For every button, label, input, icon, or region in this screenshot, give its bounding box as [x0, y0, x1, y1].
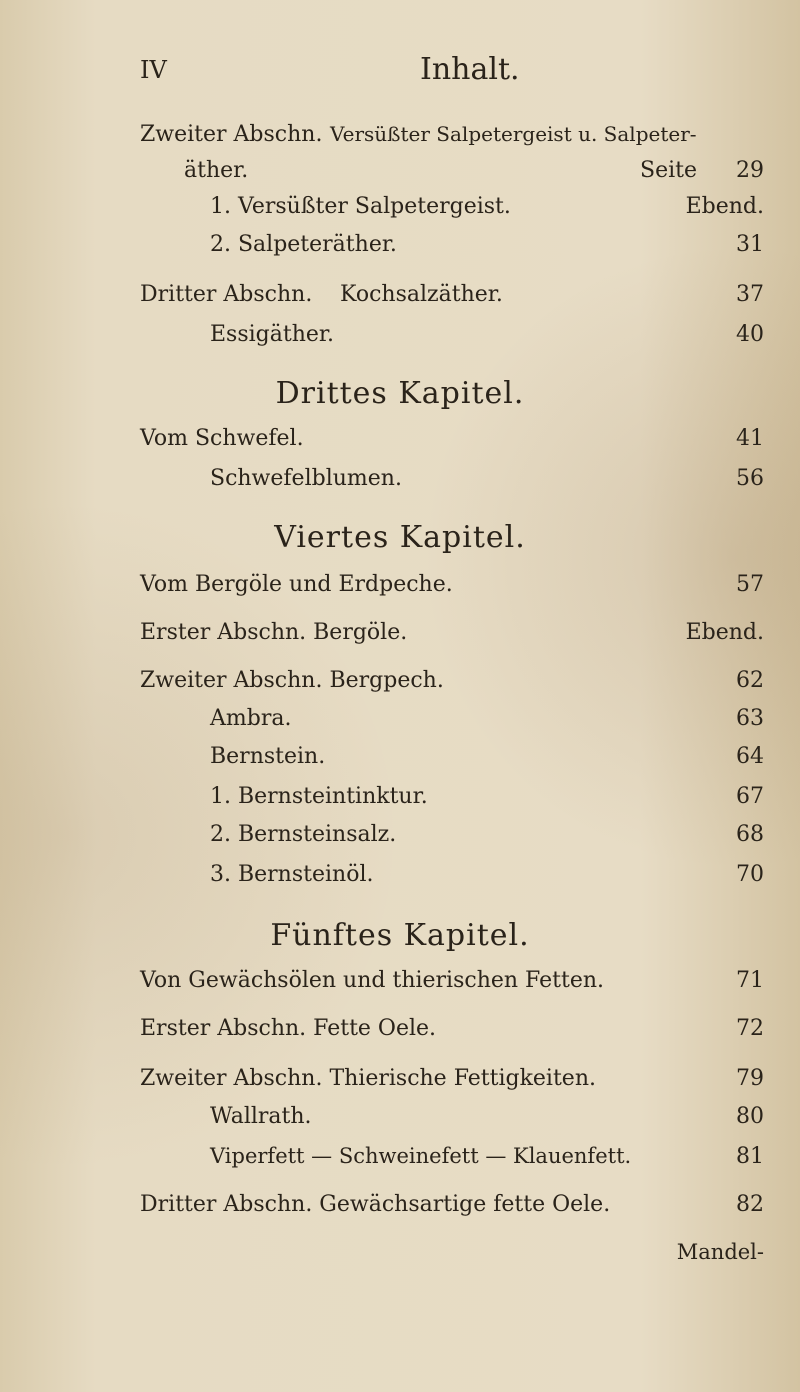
toc-row: Erster Abschn. Fette Oele. — [140, 1016, 437, 1041]
toc-row-page: 41 — [736, 426, 764, 451]
toc-row-page: 62 — [736, 668, 764, 693]
toc-row-page: 64 — [736, 744, 764, 769]
toc-entry-zweiter-page: 29 — [736, 158, 764, 183]
toc-row-page: 72 — [736, 1016, 764, 1041]
toc-row: Zweiter Abschn. Thierische Fettigkeiten. — [140, 1066, 596, 1091]
toc-row-page: 68 — [736, 822, 764, 847]
toc-entry-dritter-prefix: Dritter Abschn. — [140, 282, 313, 307]
toc-row-page: 56 — [736, 466, 764, 491]
toc-row: Erster Abschn. Bergöle. — [140, 620, 408, 645]
toc-row-page: 63 — [736, 706, 764, 731]
chapter-heading-3: Drittes Kapitel. — [275, 376, 525, 411]
toc-row: Vom Bergöle und Erdpeche. — [140, 572, 453, 597]
toc-row: Wallrath. — [210, 1104, 312, 1129]
toc-row-page: 71 — [736, 968, 764, 993]
toc-row: Viperfett — Schweinefett — Klauenfett. — [210, 1144, 632, 1168]
toc-row-page: 82 — [736, 1192, 764, 1217]
toc-row-page: 79 — [736, 1066, 764, 1091]
toc-row: Schwefelblumen. — [210, 466, 402, 491]
seite-label: Seite — [640, 158, 697, 183]
toc-entry-dritter-title: Kochsalzäther. — [340, 282, 503, 307]
chapter-heading-4: Viertes Kapitel. — [274, 520, 526, 555]
toc-entry-zweiter-prefix: Zweiter Abschn. — [140, 122, 323, 147]
toc-item-2: 2. Salpeteräther. — [210, 232, 397, 257]
toc-item-1: 1. Versüßter Salpetergeist. — [210, 194, 511, 219]
toc-row-page: 67 — [736, 784, 764, 809]
toc-entry-essig: Essigäther. — [210, 322, 334, 347]
toc-entry-zweiter-cont: äther. — [184, 158, 249, 183]
toc-entry-dritter-page: 37 — [736, 282, 764, 307]
toc-row: Ambra. — [210, 706, 292, 731]
page-title: Inhalt. — [420, 52, 520, 87]
toc-row: 3. Bernsteinöl. — [210, 862, 374, 887]
toc-row: Dritter Abschn. Gewächsartige fette Oele. — [140, 1192, 611, 1217]
page-number: IV — [140, 56, 167, 84]
toc-entry-zweiter-title: Versüßter Salpetergeist u. Salpeter- — [330, 122, 697, 146]
toc-row: Vom Schwefel. — [140, 426, 304, 451]
toc-row: Von Gewächsölen und thierischen Fetten. — [140, 968, 604, 993]
toc-item-1-page: Ebend. — [685, 194, 764, 219]
catchword: Mandel- — [676, 1240, 764, 1264]
toc-row: 2. Bernsteinsalz. — [210, 822, 397, 847]
toc-item-2-page: 31 — [736, 232, 764, 257]
toc-row: 1. Bernsteintinktur. — [210, 784, 428, 809]
toc-row-page: Ebend. — [685, 620, 764, 645]
toc-entry-essig-page: 40 — [736, 322, 764, 347]
toc-row-page: 81 — [736, 1144, 764, 1169]
toc-row-page: 70 — [736, 862, 764, 887]
toc-row: Zweiter Abschn. Bergpech. — [140, 668, 444, 693]
toc-row: Bernstein. — [210, 744, 326, 769]
chapter-heading-5: Fünftes Kapitel. — [270, 918, 530, 953]
toc-row-page: 57 — [736, 572, 764, 597]
toc-row-page: 80 — [736, 1104, 764, 1129]
